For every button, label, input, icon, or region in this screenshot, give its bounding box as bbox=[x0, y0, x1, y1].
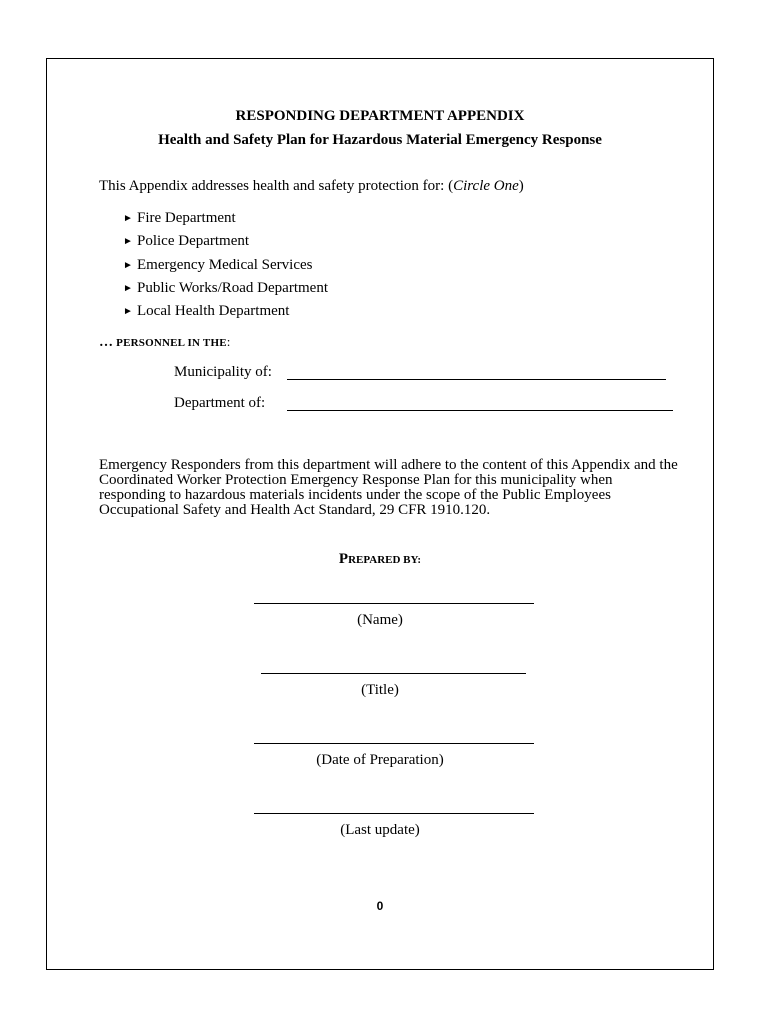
department-label: Police Department bbox=[137, 233, 250, 250]
intro-text bbox=[99, 178, 524, 195]
triangle-right-icon: ► bbox=[123, 306, 133, 318]
list-item[interactable] bbox=[123, 256, 328, 279]
paragraph-line: Occupational Safety and Health Act Standard, 29 CFR 1910.120. bbox=[99, 502, 491, 518]
municipality-field[interactable] bbox=[287, 379, 666, 380]
title-caption: (Title) bbox=[361, 682, 399, 698]
prepared-rest: REPARED BY: bbox=[348, 554, 422, 566]
name-signature-line[interactable] bbox=[254, 603, 534, 604]
personnel-heading bbox=[99, 334, 231, 351]
department-label: Fire Department bbox=[137, 210, 236, 226]
compliance-paragraph bbox=[99, 458, 699, 518]
intro-main: This Appendix addresses health and safety protection for: ( bbox=[99, 178, 454, 194]
personnel-colon: : bbox=[226, 334, 231, 349]
department-label: Public Works/Road Department bbox=[137, 279, 328, 296]
prepared-by-heading bbox=[47, 551, 713, 568]
department-list bbox=[123, 209, 328, 325]
prepared-first-letter: P bbox=[338, 551, 349, 567]
list-item[interactable] bbox=[123, 232, 328, 255]
department-label: Emergency Medical Services bbox=[137, 256, 313, 273]
document-page bbox=[46, 58, 714, 970]
municipality-label: Municipality of: bbox=[174, 364, 272, 380]
intro-close: ) bbox=[518, 178, 524, 194]
page-number: 0 bbox=[376, 899, 384, 913]
triangle-right-icon: ► bbox=[123, 213, 133, 224]
title-signature-line[interactable] bbox=[261, 673, 526, 674]
document-subtitle: Health and Safety Plan for Hazardous Material Emergency Response bbox=[158, 132, 602, 148]
triangle-right-icon: ► bbox=[123, 282, 133, 294]
update-caption: (Last update) bbox=[340, 822, 420, 838]
triangle-right-icon: ► bbox=[123, 236, 133, 248]
paragraph-line: responding to hazardous materials incidents under the scope of the Public Employees bbox=[99, 487, 611, 503]
list-item[interactable] bbox=[123, 279, 328, 302]
triangle-right-icon: ► bbox=[123, 259, 133, 271]
circle-one-text: Circle One bbox=[453, 178, 519, 194]
paragraph-line: Emergency Responders from this department will adhere to the content of this Appendix and the bbox=[99, 457, 678, 473]
update-signature-line[interactable] bbox=[254, 813, 534, 814]
department-label: Department of: bbox=[174, 395, 266, 411]
department-field[interactable] bbox=[287, 410, 673, 411]
name-caption: (Name) bbox=[357, 612, 403, 628]
date-signature-line[interactable] bbox=[254, 743, 534, 744]
document-title: RESPONDING DEPARTMENT APPENDIX bbox=[235, 108, 525, 124]
department-label: Local Health Department bbox=[137, 303, 290, 320]
date-caption: (Date of Preparation) bbox=[316, 752, 444, 768]
personnel-label: PERSONNEL IN THE bbox=[113, 337, 227, 349]
paragraph-line: Coordinated Worker Protection Emergency Response Plan for this municipality when bbox=[99, 472, 613, 488]
ellipsis: … bbox=[99, 335, 114, 350]
list-item[interactable] bbox=[123, 302, 328, 325]
list-item[interactable] bbox=[123, 209, 328, 232]
